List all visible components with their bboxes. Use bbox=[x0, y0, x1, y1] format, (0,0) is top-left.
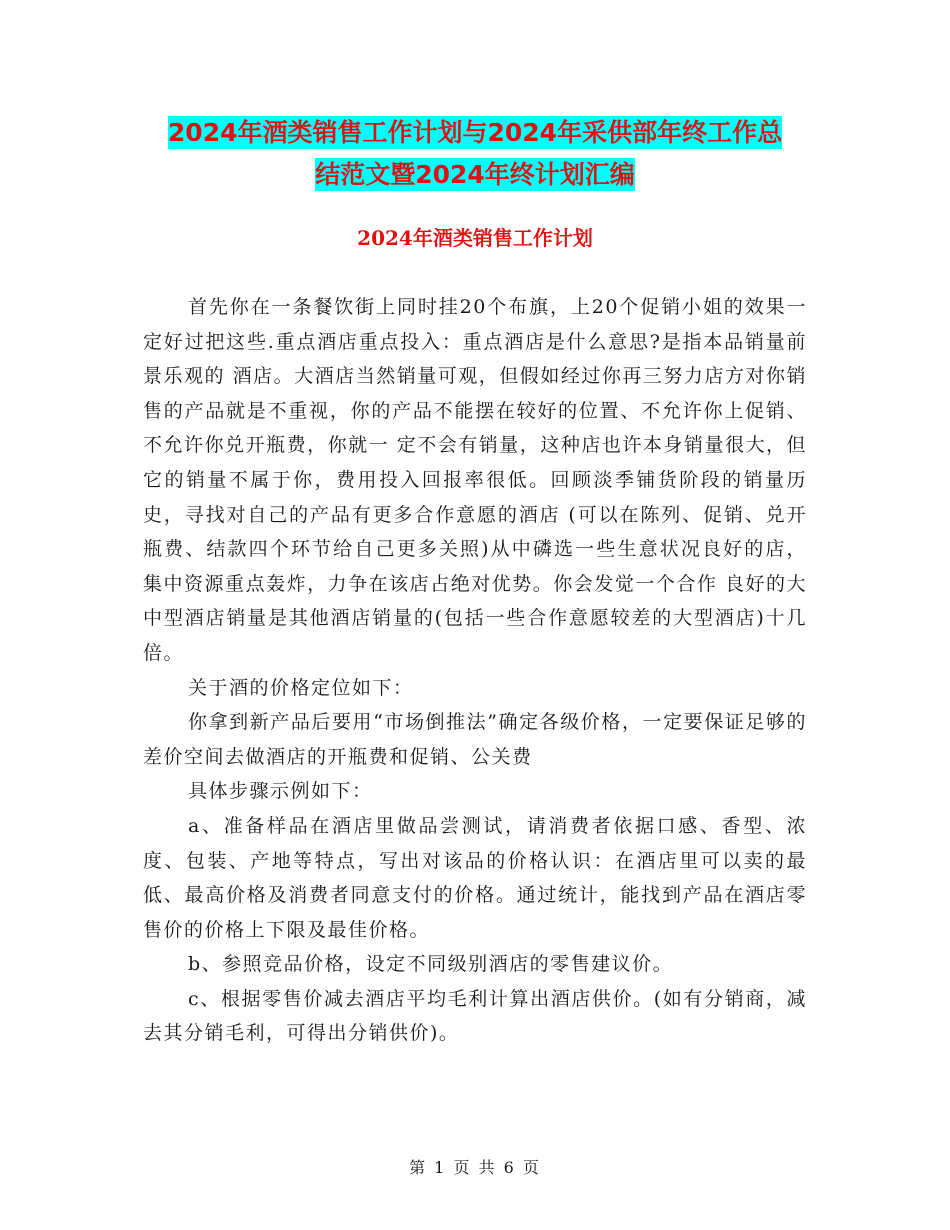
title-line-1: 2024年酒类销售工作计划与2024年采供部年终工作总 bbox=[167, 118, 783, 147]
paragraph: 首先你在一条餐饮街上同时挂20个布旗，上20个促销小姐的效果一定好过把这些.重点酒店重点投入：重点酒店是什么意思?是指本品销量前景乐观的 酒店。大酒店当然销量可观，但假如经过你再三努力店方对你销售的产品就是不重视，你的产品不能摆在较好的位置、不允许你上促销、不允许你兑开瓶费，你就一 定不会有销量，这种店也许本身销量很大，但它的销量不属于你，费用投入回报率很低。回顾淡季铺货阶段的销量历史，寻找对自己的产品有更多合作意愿的酒店 (可以在陈列、促销、兑开瓶费、结款四个环节给自己更多关照)从中磷选一些生意状况良好的店，集中资源重点轰炸，力争在该店占绝对优势。你会发觉一个合作 良好的大中型酒店销量是其他酒店销量的(包括一些合作意愿较差的大型酒店)十几倍。 bbox=[143, 296, 807, 664]
paragraph: 你拿到新产品后要用“市场倒推法”确定各级价格，一定要保证足够的差价空间去做酒店的开瓶费和促销、公关费 bbox=[143, 711, 807, 768]
paragraph: a、准备样品在酒店里做品尝测试，请消费者依据口感、香型、浓度、包装、产地等特点，写出对该品的价格认识：在酒店里可以卖的最低、最高价格及消费者同意支付的价格。通过统计，能找到产品在酒店零售价的价格上下限及最佳价格。 bbox=[143, 814, 807, 941]
title-line-2: 结范文暨2024年终计划汇编 bbox=[315, 160, 635, 189]
document-title bbox=[140, 112, 810, 196]
page-footer: 第 1 页 共 6 页 bbox=[409, 1158, 541, 1177]
body-text bbox=[143, 290, 807, 1051]
paragraph: 关于酒的价格定位如下： bbox=[188, 676, 414, 699]
paragraph: c、根据零售价减去酒店平均毛利计算出酒店供价。(如有分销商，减去其分销毛利，可得出分销供价)。 bbox=[143, 987, 807, 1045]
paragraph: b、参照竞品价格，设定不同级别酒店的零售建议价。 bbox=[188, 953, 674, 976]
section-title: 2024年酒类销售工作计划 bbox=[357, 226, 593, 250]
paragraph: 具体步骤示例如下： bbox=[188, 780, 373, 803]
